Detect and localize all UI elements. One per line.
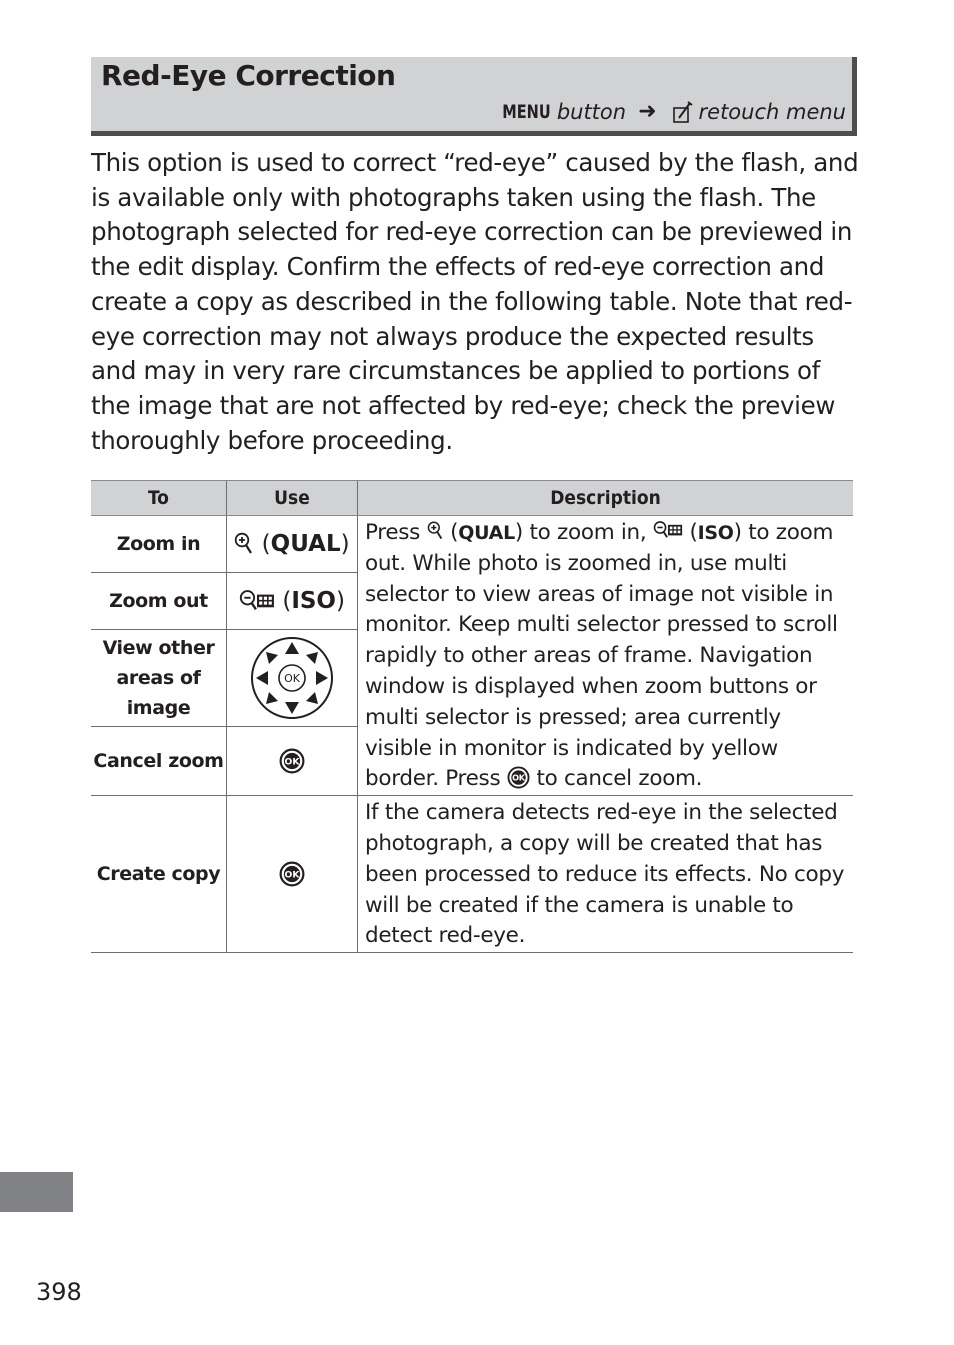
multi-selector-icon [250, 636, 334, 720]
controls-table [91, 480, 853, 953]
row-to-label: Zoom in [91, 516, 227, 573]
table-header-row [91, 481, 853, 516]
menu-path-button: button [556, 99, 627, 124]
iso-button-label: (ISO) [282, 588, 345, 615]
qual-button-label: (QUAL) [261, 530, 350, 557]
header-description: Description [358, 481, 854, 516]
row-to-label: Create copy [91, 796, 227, 953]
arrow-icon: ➜ [638, 99, 657, 124]
zoom-in-icon [234, 531, 254, 557]
copy-description: If the camera detects red-eye in the selected photograph, a copy will be created that has been processed to reduce its effects. No copy will be created if the camera is unable to detect red-eye. [358, 796, 854, 953]
zoom-out-icon [239, 589, 275, 615]
ok-button-icon [279, 748, 305, 774]
chapter-tab [0, 1172, 73, 1212]
retouch-menu-icon [673, 101, 693, 123]
row-use [227, 726, 358, 795]
ok-button-icon [279, 861, 305, 887]
row-use [227, 796, 358, 953]
zoom-description: Press (QUAL) to zoom in, (ISO) to zoom out. While photo is zoomed in, use multi selector to view areas of image not visible in monitor. Keep multi selector pressed to scroll rapidly to other areas of frame. Navigation window is displayed when zoom buttons or multi selector is pressed; area currently visible in monitor is indicated by yellow border. Press to cancel zoom. [358, 516, 854, 796]
section-header [91, 57, 857, 136]
menu-key-label: MENU [502, 100, 551, 123]
table-row [91, 796, 853, 953]
menu-path [498, 99, 846, 124]
zoom-out-icon [653, 520, 683, 542]
header-use: Use [227, 481, 358, 516]
intro-paragraph: This option is used to correct “red-eye” caused by the flash, and is available only with photographs taken using the flash. The photograph selected for red-eye correction can be previewed in the edit display. Confirm the effects of red-eye correction and create a copy as described in the following table. Note that red-eye correction may not always produce the expected results and may in very rare circumstances be applied to portions of the image that are not affected by red-eye; check the preview thoroughly before proceeding. [91, 148, 859, 455]
row-use [227, 630, 358, 726]
menu-path-retouch: retouch menu [698, 99, 846, 124]
row-to-label: Zoom out [91, 573, 227, 630]
table-row [91, 516, 853, 573]
header-to: To [91, 481, 227, 516]
row-use [227, 573, 358, 630]
page-title: Red-Eye Correction [101, 59, 396, 92]
row-to-label: Cancel zoom [91, 726, 227, 795]
row-to-label: View other areas of image [91, 630, 227, 726]
ok-button-icon [507, 766, 530, 789]
zoom-in-icon [427, 520, 444, 542]
page-number: 398 [36, 1278, 82, 1306]
svg-text:OK: OK [284, 672, 300, 686]
row-use [227, 516, 358, 573]
